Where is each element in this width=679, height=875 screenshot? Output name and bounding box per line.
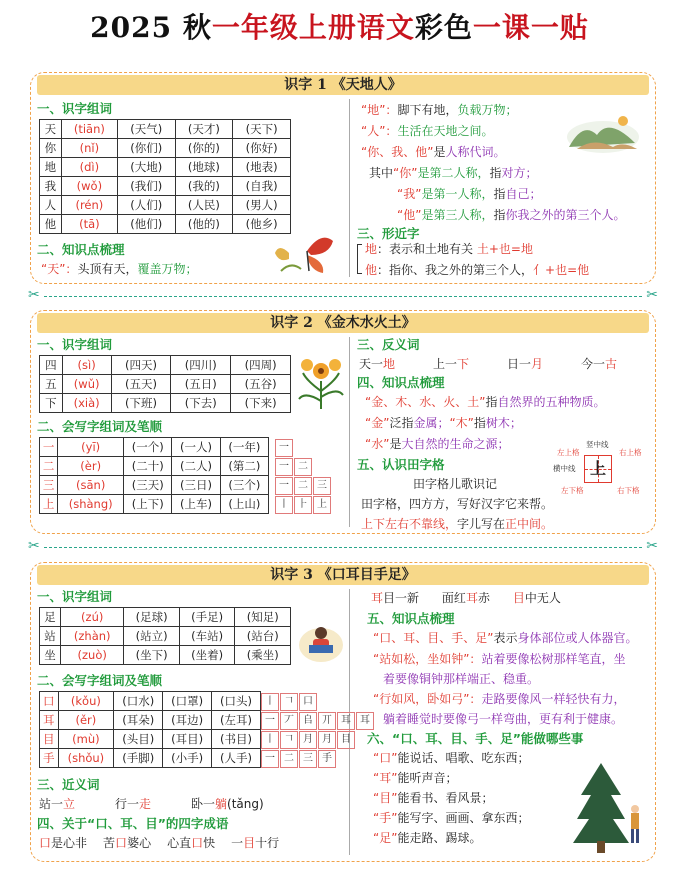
char-cell: 二 xyxy=(40,457,58,476)
word-cell: (人手) xyxy=(212,749,261,768)
pinyin-cell: (èr) xyxy=(58,457,124,476)
word-cell: (人民) xyxy=(175,196,233,215)
word-cell: (下来) xyxy=(231,394,291,413)
table-row xyxy=(40,457,269,476)
title-color: 彩色 xyxy=(414,11,473,44)
lesson1-sec1: 一、识字组词 xyxy=(37,101,113,116)
word-cell: (人们) xyxy=(117,196,175,215)
title-lesson: 一课一贴 xyxy=(472,11,589,44)
tzg-rhyme-line2: 上下左右不靠线，字儿写在正中间。 xyxy=(361,517,554,531)
note-wo: “我”是第一人称，指自己； xyxy=(397,187,542,201)
stroke-cell: 目 xyxy=(337,731,355,749)
note-ta: “他”是第三人称，指你我之外的第三个人。 xyxy=(397,208,626,222)
lesson3-write-table xyxy=(39,691,261,768)
stroke-cell: ⺊ xyxy=(294,496,312,514)
stroke-order-grid xyxy=(261,731,356,749)
word-cell: (足球) xyxy=(124,608,180,627)
lesson2-header: 识字 2 《金木水火土》 xyxy=(37,313,649,333)
stroke-cell: 月 xyxy=(318,731,336,749)
note-jin: “金”泛指金属；“木”指树木； xyxy=(365,416,522,430)
lesson3-sec3: 三、近义词 xyxy=(37,777,100,792)
stroke-cell: 二 xyxy=(294,477,312,495)
char-cell: 人 xyxy=(40,196,62,215)
table-row xyxy=(40,196,291,215)
pinyin-cell: (zuò) xyxy=(61,646,124,665)
stroke-cell: 口 xyxy=(299,693,317,711)
lesson3-sec4: 四、关于“口、耳、目”的四字成语 xyxy=(37,816,229,831)
lesson3-sec6: 六、“口、耳、目、手、足”能做哪些事 xyxy=(367,731,584,746)
title-season: 秋 xyxy=(182,11,212,44)
lesson3-sec2: 二、会写字组词及笔顺 xyxy=(37,673,163,688)
word-cell: (你好) xyxy=(233,139,291,158)
word-cell: (地球) xyxy=(175,158,233,177)
word-cell: (上下) xyxy=(124,495,172,514)
stroke-order-grid xyxy=(261,693,318,711)
pinyin-cell: (tiān) xyxy=(61,120,117,139)
do-kou: “口”能说话、唱歌、吃东西； xyxy=(373,751,530,765)
table-row xyxy=(40,394,291,413)
section-divider xyxy=(28,287,658,303)
stroke-cell: 𠂤 xyxy=(299,712,317,730)
note-feng: “行如风，卧如弓”：走路要像风一样轻快有力， xyxy=(373,692,626,706)
stroke-order-grid xyxy=(261,712,375,730)
word-cell: (手脚) xyxy=(114,749,163,768)
word-cell: (上山) xyxy=(220,495,268,514)
word-cell: (天气) xyxy=(117,120,175,139)
word-cell: (四天) xyxy=(111,356,171,375)
word-cell: (耳边) xyxy=(163,711,212,730)
title-grade: 一年级上册语文 xyxy=(211,11,415,44)
word-cell: (天才) xyxy=(175,120,233,139)
word-cell: (我们) xyxy=(117,177,175,196)
word-cell: (三个) xyxy=(220,476,268,495)
stroke-cell: 丌 xyxy=(318,712,336,730)
stroke-order-grid xyxy=(275,458,313,476)
stroke-cell: 丨 xyxy=(261,731,279,749)
word-cell: (二人) xyxy=(172,457,220,476)
word-cell: (头目) xyxy=(114,730,163,749)
word-cell: (四周) xyxy=(231,356,291,375)
scissors-icon: ✂ xyxy=(28,538,40,554)
table-row xyxy=(40,749,261,768)
word-cell: (三日) xyxy=(172,476,220,495)
pinyin-cell: (ěr) xyxy=(58,711,114,730)
char-cell: 他 xyxy=(40,215,62,234)
word-cell: (天下) xyxy=(233,120,291,139)
lesson2-word-table xyxy=(39,355,291,413)
stroke-order-grid xyxy=(261,750,337,768)
label-bottom-left: 左下格 xyxy=(561,486,584,495)
pinyin-cell: (nǐ) xyxy=(61,139,117,158)
word-cell: (三天) xyxy=(124,476,172,495)
do-er: “耳”能听声音； xyxy=(373,771,458,785)
stroke-cell: 三 xyxy=(313,477,331,495)
label-top-right: 右上格 xyxy=(619,448,642,457)
column-divider xyxy=(349,99,350,277)
note-shui: “水”是大自然的生命之源； xyxy=(365,437,510,451)
stroke-order-grid xyxy=(275,439,294,457)
scissors-icon: ✂ xyxy=(646,538,658,554)
xjz-ta: 他：指你、我之外的第三个人，亻+也=他 xyxy=(365,263,590,277)
label-vertical-line: 竖中线 xyxy=(586,440,609,449)
idiom: 苦口婆心 xyxy=(103,836,152,850)
word-cell: (知足) xyxy=(235,608,291,627)
word-cell: (坐着) xyxy=(179,646,235,665)
lesson1-sec3: 三、形近字 xyxy=(357,226,420,241)
note-tian: “天”：头顶有天，覆盖万物； xyxy=(41,262,198,276)
stroke-cell: 一 xyxy=(275,439,293,457)
note-song2: 着要像铜钟那样端正、稳重。 xyxy=(383,672,540,686)
tzg-rhyme-line: 田字格，四方方，写好汉字它来帮。 xyxy=(361,497,554,511)
note-ni: 其中“你”是第二人称，指对方； xyxy=(369,166,538,180)
idiom-line: 耳目一新 面红耳赤 目中无人 xyxy=(371,591,561,605)
stroke-cell: 耳 xyxy=(356,712,374,730)
butterfly-icon xyxy=(271,231,341,276)
pinyin-cell: (shǒu) xyxy=(58,749,114,768)
word-cell: (口头) xyxy=(212,692,261,711)
landscape-icon xyxy=(563,107,641,157)
table-row xyxy=(40,711,261,730)
table-row xyxy=(40,215,291,234)
label-bottom-right: 右下格 xyxy=(617,486,640,495)
char-cell: 坐 xyxy=(40,646,61,665)
word-cell: (五谷) xyxy=(231,375,291,394)
table-row xyxy=(40,375,291,394)
note-di: “地”：脚下有地，负载万物； xyxy=(361,103,518,117)
char-cell: 五 xyxy=(40,375,63,394)
char-cell: 地 xyxy=(40,158,62,177)
table-row xyxy=(40,476,269,495)
word-cell: (自我) xyxy=(233,177,291,196)
char-cell: 上 xyxy=(40,495,58,514)
lesson2-sec3: 三、反义词 xyxy=(357,337,420,352)
lesson3-sec1: 一、识字组词 xyxy=(37,589,113,604)
table-row xyxy=(40,158,291,177)
antonym-pair: 今一古 xyxy=(581,357,618,371)
char-cell: 一 xyxy=(40,438,58,457)
char-cell: 四 xyxy=(40,356,63,375)
scissors-icon: ✂ xyxy=(646,287,658,303)
note-ren: “人”：生活在天地之间。 xyxy=(361,124,494,138)
word-cell: (他们) xyxy=(117,215,175,234)
word-cell: (站立) xyxy=(124,627,180,646)
page-title xyxy=(0,6,679,46)
do-zu: “足”能走路、踢球。 xyxy=(373,831,482,845)
word-cell: (下去) xyxy=(171,394,231,413)
lesson2-sec5: 五、认识田字格 xyxy=(357,457,445,472)
pinyin-cell: (rén) xyxy=(61,196,117,215)
pinyin-cell: (shàng) xyxy=(58,495,124,514)
title-year: 2025 xyxy=(90,11,173,44)
stroke-cell: 一 xyxy=(261,750,279,768)
pinyin-cell: (wǒ) xyxy=(61,177,117,196)
char-cell: 天 xyxy=(40,120,62,139)
synonym-pair: 卧一躺(tǎng) xyxy=(191,797,264,811)
word-cell: (耳目) xyxy=(163,730,212,749)
char-cell: 手 xyxy=(40,749,59,768)
stroke-cell: 二 xyxy=(280,750,298,768)
note-wx: “金、木、水、火、土”指自然界的五种物质。 xyxy=(365,395,606,409)
lesson2-write-table xyxy=(39,437,269,514)
antonym-row xyxy=(359,355,649,372)
word-cell: (乘坐) xyxy=(235,646,291,665)
table-row xyxy=(40,356,291,375)
xjz-di: 地：表示和土地有关 土+也=地 xyxy=(365,242,533,256)
idiom-row xyxy=(39,834,295,851)
label-top-left: 左上格 xyxy=(557,448,580,457)
word-cell: (车站) xyxy=(179,627,235,646)
column-divider xyxy=(349,337,350,527)
table-row xyxy=(40,692,261,711)
synonym-row xyxy=(39,795,267,812)
word-cell: (四川) xyxy=(171,356,231,375)
stroke-cell: 𠃍 xyxy=(280,693,298,711)
pinyin-cell: (sān) xyxy=(58,476,124,495)
table-row xyxy=(40,608,291,627)
word-cell: (地表) xyxy=(233,158,291,177)
lesson2-card xyxy=(30,310,656,534)
note-nwt: “你、我、他”是人称代词。 xyxy=(361,145,506,159)
do-mu: “目”能看书、看风景； xyxy=(373,791,494,805)
stroke-order-grid xyxy=(275,496,332,514)
flower-icon xyxy=(295,351,347,411)
stroke-order-grid xyxy=(275,477,332,495)
stroke-cell: 丨 xyxy=(261,693,279,711)
pinyin-cell: (wǔ) xyxy=(62,375,111,394)
pinyin-cell: (dì) xyxy=(61,158,117,177)
tzg-rhyme-title: 田字格儿歌识记 xyxy=(413,477,498,491)
lesson2-sec2: 二、会写字组词及笔顺 xyxy=(37,419,163,434)
lesson3-sec5: 五、知识点梳理 xyxy=(367,611,455,626)
stroke-cell: 一 xyxy=(275,458,293,476)
lesson1-card xyxy=(30,72,656,284)
word-cell: (手足) xyxy=(179,608,235,627)
char-cell: 下 xyxy=(40,394,63,413)
pinyin-cell: (xià) xyxy=(62,394,111,413)
pinyin-cell: (sì) xyxy=(62,356,111,375)
word-cell: (他的) xyxy=(175,215,233,234)
stroke-cell: 丨 xyxy=(275,496,293,514)
table-row xyxy=(40,139,291,158)
char-cell: 三 xyxy=(40,476,58,495)
pinyin-cell: (tā) xyxy=(61,215,117,234)
pinyin-cell: (zhàn) xyxy=(61,627,124,646)
section-divider xyxy=(28,538,658,554)
lesson2-sec1: 一、识字组词 xyxy=(37,337,113,352)
word-cell: (书目) xyxy=(212,730,261,749)
word-cell: (第二) xyxy=(220,457,268,476)
stroke-cell: 三 xyxy=(299,750,317,768)
child-reading-icon xyxy=(297,621,345,663)
char-cell: 站 xyxy=(40,627,61,646)
stroke-cell: 二 xyxy=(294,458,312,476)
table-row xyxy=(40,646,291,665)
lesson1-header: 识字 1 《天地人》 xyxy=(37,75,649,95)
stroke-cell: 月 xyxy=(299,731,317,749)
label-horizontal-line: 横中线 xyxy=(553,464,576,473)
word-cell: (五天) xyxy=(111,375,171,394)
lesson2-sec4: 四、知识点梳理 xyxy=(357,375,445,390)
pinyin-cell: (zú) xyxy=(61,608,124,627)
word-cell: (你的) xyxy=(175,139,233,158)
idiom: 心直口快 xyxy=(167,836,216,850)
scissors-icon: ✂ xyxy=(28,287,40,303)
tree-boy-icon xyxy=(571,759,647,855)
lesson3-word-table xyxy=(39,607,291,665)
note-feng2: 躺着睡觉时要像弓一样弯曲，更有利于健康。 xyxy=(383,712,624,726)
stroke-cell: 一 xyxy=(275,477,293,495)
char-cell: 你 xyxy=(40,139,62,158)
bracket xyxy=(357,244,362,274)
lesson3-card xyxy=(30,562,656,862)
do-shou: “手”能写字、画画、拿东西； xyxy=(373,811,530,825)
word-cell: (下班) xyxy=(111,394,171,413)
antonym-pair: 天一地 xyxy=(359,357,396,371)
word-cell: (大地) xyxy=(117,158,175,177)
lesson1-sec2: 二、知识点梳理 xyxy=(37,242,125,257)
antonym-pair: 上一下 xyxy=(433,357,470,371)
lesson3-header: 识字 3 《口耳目手足》 xyxy=(37,565,649,585)
word-cell: (上车) xyxy=(172,495,220,514)
word-cell: (他乡) xyxy=(233,215,291,234)
char-cell: 目 xyxy=(40,730,59,749)
stroke-cell: 丆 xyxy=(280,712,298,730)
word-cell: (一人) xyxy=(172,438,220,457)
lesson1-word-table xyxy=(39,119,291,234)
idiom: 口是心非 xyxy=(39,836,88,850)
stroke-cell: 上 xyxy=(313,496,331,514)
synonym-pair: 站一立 xyxy=(39,797,76,811)
pinyin-cell: (yī) xyxy=(58,438,124,457)
word-cell: (一年) xyxy=(220,438,268,457)
tianzige-diagram: 上 xyxy=(584,455,612,483)
table-row xyxy=(40,438,269,457)
word-cell: (小手) xyxy=(163,749,212,768)
stroke-cell: 手 xyxy=(318,750,336,768)
char-cell: 足 xyxy=(40,608,61,627)
word-cell: (坐下) xyxy=(124,646,180,665)
synonym-pair: 行一走 xyxy=(115,797,152,811)
word-cell: (口水) xyxy=(114,692,163,711)
pinyin-cell: (mù) xyxy=(58,730,114,749)
word-cell: (耳朵) xyxy=(114,711,163,730)
stroke-cell: 一 xyxy=(261,712,279,730)
table-row xyxy=(40,495,269,514)
table-row xyxy=(40,177,291,196)
stroke-cell: 𠃍 xyxy=(280,731,298,749)
word-cell: (我的) xyxy=(175,177,233,196)
word-cell: (口罩) xyxy=(163,692,212,711)
word-cell: (左耳) xyxy=(212,711,261,730)
word-cell: (二十) xyxy=(124,457,172,476)
word-cell: (站台) xyxy=(235,627,291,646)
note-body: “口、耳、目、手、足”表示身体部位或人体器官。 xyxy=(373,631,638,645)
word-cell: (你们) xyxy=(117,139,175,158)
word-cell: (男人) xyxy=(233,196,291,215)
word-cell: (五日) xyxy=(171,375,231,394)
table-row xyxy=(40,120,291,139)
char-cell: 耳 xyxy=(40,711,59,730)
pinyin-cell: (kǒu) xyxy=(58,692,114,711)
char-cell: 口 xyxy=(40,692,59,711)
note-song: “站如松，坐如钟”：站着要像松树那样笔直，坐 xyxy=(373,652,626,666)
table-row xyxy=(40,627,291,646)
stroke-cell: 耳 xyxy=(337,712,355,730)
antonym-pair: 日一月 xyxy=(507,357,544,371)
idiom: 一目十行 xyxy=(231,836,280,850)
char-cell: 我 xyxy=(40,177,62,196)
table-row xyxy=(40,730,261,749)
word-cell: (一个) xyxy=(124,438,172,457)
